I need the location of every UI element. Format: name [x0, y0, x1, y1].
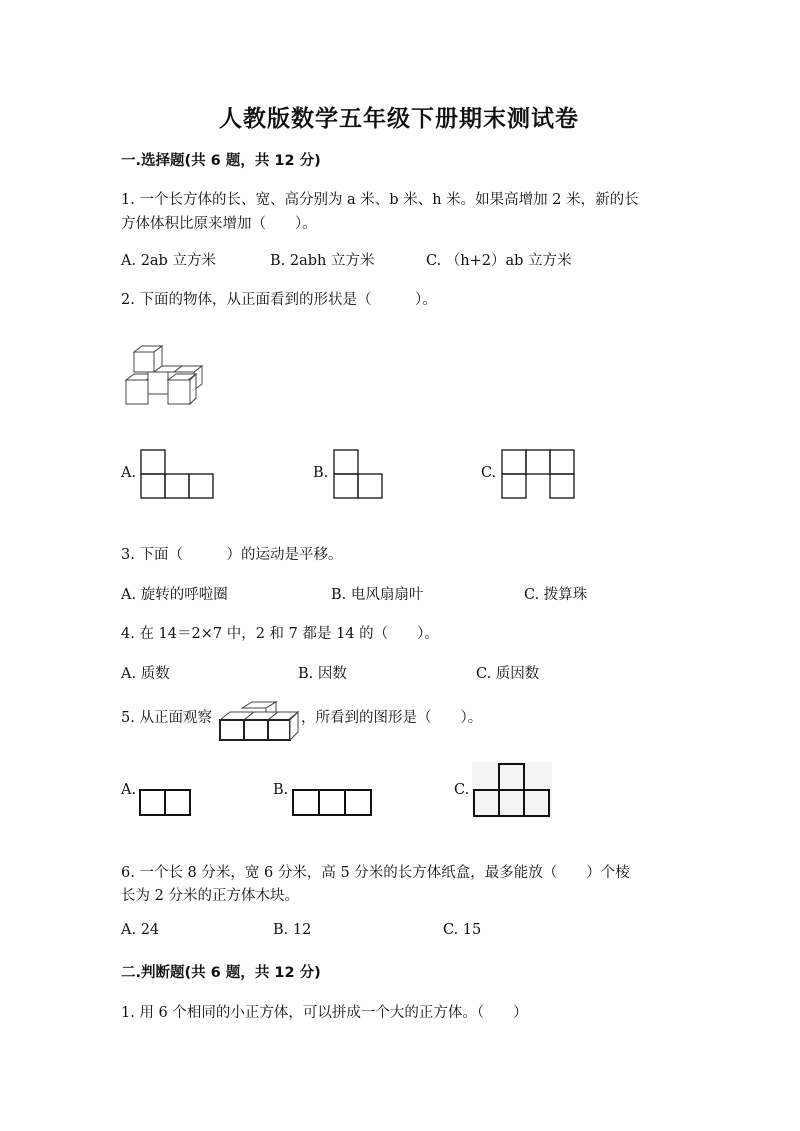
question-5-option-c: C.	[454, 782, 470, 798]
question-5-stem-after: ，所看到的图形是（ ）。	[301, 710, 483, 726]
question-2-option-a: A.	[121, 465, 137, 481]
question-3-option-c: C. 拨算珠	[524, 587, 588, 603]
question-4-option-c: C. 质因数	[476, 666, 540, 682]
question-5-option-a-shape	[139, 789, 195, 819]
question-2-cube-figure	[122, 344, 212, 414]
question-2-stem: 2. 下面的物体，从正面看到的形状是（ ）。	[121, 292, 437, 308]
question-4-option-b: B. 因数	[298, 666, 347, 682]
question-3-option-b: B. 电风扇扇叶	[331, 587, 424, 603]
question-1-option-c: C. （h+2）ab 立方米	[426, 253, 572, 269]
question-6-option-a: A. 24	[121, 922, 160, 938]
question-3-stem: 3. 下面（ ）的运动是平移。	[121, 547, 343, 563]
question-1-option-b: B. 2abh 立方米	[270, 253, 375, 269]
question-2-option-b: B.	[313, 465, 329, 481]
question-2-option-c-shape	[501, 449, 581, 501]
question-5-option-c-shape	[472, 762, 554, 820]
question-5-stem-before: 5. 从正面观察	[121, 710, 212, 726]
question-6-line-1: 6. 一个长 8 分米，宽 6 分米，高 5 分米的长方体纸盒，最多能放（ ）个棱	[121, 865, 630, 881]
page-title: 人教版数学五年级下册期末测试卷	[219, 105, 579, 132]
question-6-option-b: B. 12	[273, 922, 312, 938]
question-1-line-1: 1. 一个长方体的长、宽、高分别为 a 米、b 米、h 米。如果高增加 2 米，新的长	[121, 192, 639, 208]
question-5-option-b: B.	[273, 782, 289, 798]
question-6-line-2: 长为 2 分米的正方体木块。	[121, 888, 299, 904]
section-heading-judgment: 二.判断题(共 6 题，共 12 分)	[121, 965, 321, 981]
question-5-option-a: A.	[121, 782, 137, 798]
question-5-cube-figure	[218, 700, 300, 744]
question-2-option-a-shape	[140, 449, 220, 501]
section-heading-choice: 一.选择题(共 6 题，共 12 分)	[121, 153, 321, 169]
question-3-option-a: A. 旋转的呼啦圈	[121, 587, 228, 603]
question-4-option-a: A. 质数	[121, 666, 170, 682]
question-4-stem: 4. 在 14＝2×7 中，2 和 7 都是 14 的（ ）。	[121, 626, 439, 642]
question-5-option-b-shape	[292, 789, 376, 819]
question-1-line-2: 方体体积比原来增加（ ）。	[121, 216, 317, 232]
question-2-option-b-shape	[333, 449, 389, 501]
judgment-question-1: 1. 用 6 个相同的小正方体，可以拼成一个大的正方体。（ ）	[121, 1005, 528, 1021]
question-1-option-a: A. 2ab 立方米	[121, 253, 216, 269]
question-2-option-c: C.	[481, 465, 497, 481]
question-6-option-c: C. 15	[443, 922, 482, 938]
